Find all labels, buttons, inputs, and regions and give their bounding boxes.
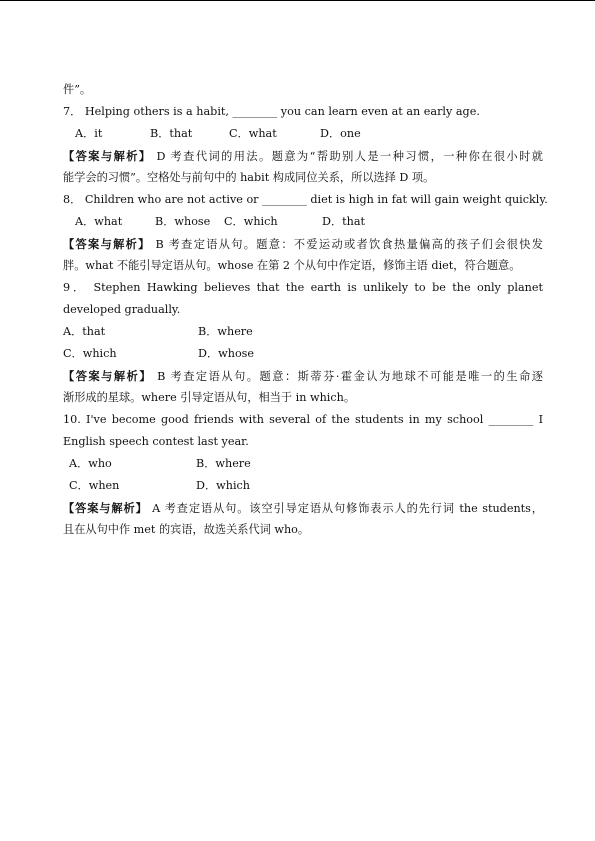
option-b: B．where (198, 325, 253, 338)
question-10-options-row-2 (63, 475, 543, 497)
option-d: D．that (322, 215, 366, 228)
question-7-stem: 7． Helping others is a habit, ________ you can learn even at an early age. (63, 105, 480, 118)
answer-text: B 考查定语从句。题意：斯蒂芬·霍金认为地球不可能是唯一的生命逐 (157, 370, 543, 383)
question-8-answer-line-1 (63, 233, 543, 255)
answer-tag: 【答案与解析】 (63, 369, 153, 383)
option-c: C．which (224, 215, 278, 228)
answer-tag: 【答案与解析】 (63, 501, 148, 515)
option-b: B．where (196, 457, 251, 470)
header-rule (0, 0, 595, 1)
question-10-answer-line-1 (63, 497, 543, 519)
question-8-answer-line-2: 胖。what 不能引导定语从句。whose 在第 2 个从句中作定语，修饰主语 diet，符合题意。 (63, 259, 521, 272)
question-7-answer-line-2: 能学会的习惯”。空格处与前句中的 habit 构成同位关系，所以选择 D 项。 (63, 171, 435, 184)
answer-tag: 【答案与解析】 (63, 149, 152, 163)
question-9-options-row-1 (63, 321, 543, 343)
question-9-stem-line-2: developed gradually. (63, 303, 181, 316)
option-a: A．it (75, 127, 103, 140)
document-page (63, 79, 548, 541)
option-b: B．whose (155, 215, 211, 228)
option-d: D．which (196, 479, 250, 492)
question-10-stem-line-1: 10. I've become good friends with several of the students in my school ________ I (63, 413, 543, 426)
answer-text: B 考查定语从句。题意：不爱运动或者饮食热量偏高的孩子们会很快发 (155, 238, 543, 251)
question-9-answer-line-1 (63, 365, 543, 387)
question-10-answer-line-2: 且在从句中作 met 的宾语，故选关系代词 who。 (63, 523, 310, 536)
answer-tag: 【答案与解析】 (63, 237, 151, 251)
question-9-options-row-2 (63, 343, 543, 365)
question-8-stem: 8． Children who are not active or ________ diet is high in fat will gain weight quickly. (63, 193, 548, 206)
question-7-options (63, 123, 543, 145)
question-10-stem-line-2: English speech contest last year. (63, 435, 249, 448)
option-a: A．what (75, 215, 123, 228)
answer-text: A 考查定语从句。该空引导定语从句修饰表示人的先行词 the students， (152, 502, 543, 515)
option-c: C．which (63, 347, 117, 360)
option-c: C．what (229, 127, 277, 140)
option-c: C．when (69, 479, 120, 492)
option-a: A．who (69, 457, 112, 470)
question-9-stem-line-1: 9． Stephen Hawking believes that the earth is unlikely to be the only planet (63, 281, 543, 294)
option-d: D．one (320, 127, 361, 140)
previous-answer-tail: 件”。 (63, 83, 92, 96)
option-a: A．that (63, 325, 106, 338)
option-d: D．whose (198, 347, 255, 360)
question-8-options (63, 211, 543, 233)
question-7-answer-line-1 (63, 145, 543, 167)
option-b: B．that (150, 127, 193, 140)
answer-text: D 考查代词的用法。题意为“帮助别人是一种习惯，一种你在很小时就 (156, 150, 543, 163)
question-9-answer-line-2: 渐形成的星球。where 引导定语从句，相当于 in which。 (63, 391, 356, 404)
question-10-options-row-1 (63, 453, 543, 475)
